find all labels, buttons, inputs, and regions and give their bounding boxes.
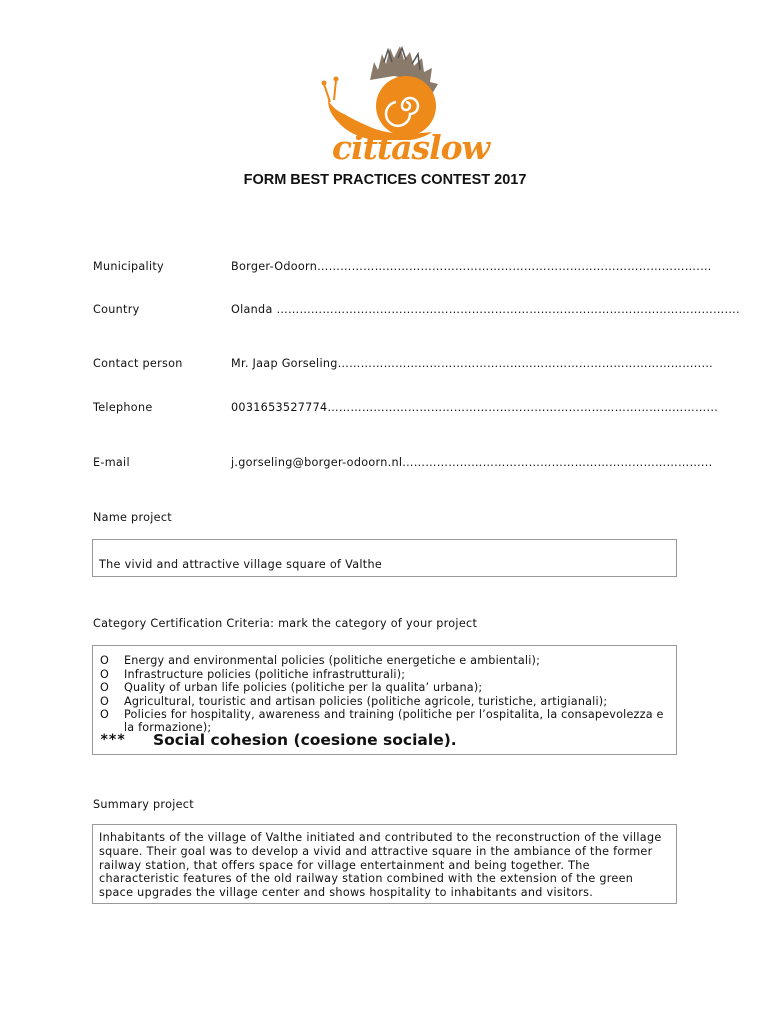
- selected-category-text: Social cohesion (coesione sociale).: [153, 731, 457, 749]
- category-mark: O: [100, 667, 110, 681]
- category-mark: O: [100, 708, 110, 721]
- country-label: Country: [93, 303, 140, 316]
- name-project-label: Name project: [93, 511, 172, 524]
- country-value: Olanda ………………………………………………………………………………………………………….: [231, 303, 740, 316]
- summary-project-text: Inhabitants of the village of Valthe initiated and contributed to the reconstruction of the village square. Their goal was to develop a vivid and attractive square in the ambiance of the former railway station, that offers space for village entertainment and being together. The characteristic features of the old railway station combined with the extension of the green space upgrades the village center and shows hospitality to inhabitants and visitors.: [99, 831, 662, 900]
- email-value: j.gorseling@borger-odoorn.nl……………………………………………………………………...: [231, 456, 713, 469]
- summary-project-label: Summary project: [93, 798, 194, 811]
- category-label: Category Certification Criteria: mark the category of your project: [93, 617, 478, 630]
- telephone-label: Telephone: [93, 401, 153, 414]
- category-box: [92, 645, 677, 755]
- municipality-value: Borger-Odoorn……………………………………………………………………………………….…: [231, 260, 712, 273]
- category-text: Infrastructure policies (politiche infrastrutturali);: [124, 667, 406, 681]
- municipality-label: Municipality: [93, 260, 164, 273]
- selected-category-mark: ***: [100, 732, 126, 748]
- category-text: Energy and environmental policies (politiche energetiche e ambientali);: [124, 654, 541, 667]
- summary-project-box: [92, 824, 677, 904]
- category-mark: O: [100, 681, 110, 694]
- category-mark: O: [100, 654, 110, 667]
- category-text: Quality of urban life policies (politiche per la qualita’ urbana);: [124, 681, 483, 694]
- name-project-value: The vivid and attractive village square of Valthe: [99, 558, 383, 571]
- contact-person-label: Contact person: [93, 357, 183, 370]
- contact-person-value: Mr. Jaap Gorseling…………………………………………………………………………………..…: [231, 357, 713, 370]
- telephone-value: 0031653527774………………………………………………………………………………………...: [231, 401, 719, 414]
- category-text: Policies for hospitality, awareness and training (politiche per l’ospitalita, la consapevolezza e la formazione);: [124, 708, 664, 735]
- logo-wordmark: cittaslow: [332, 128, 490, 167]
- category-mark: O: [100, 694, 110, 708]
- email-label: E-mail: [93, 456, 130, 469]
- category-text: Agricultural, touristic and artisan policies (politiche agricole, turistiche, artigianali);: [124, 694, 608, 708]
- page-title: FORM BEST PRACTICES CONTEST 2017: [243, 172, 527, 188]
- name-project-box: [92, 539, 677, 577]
